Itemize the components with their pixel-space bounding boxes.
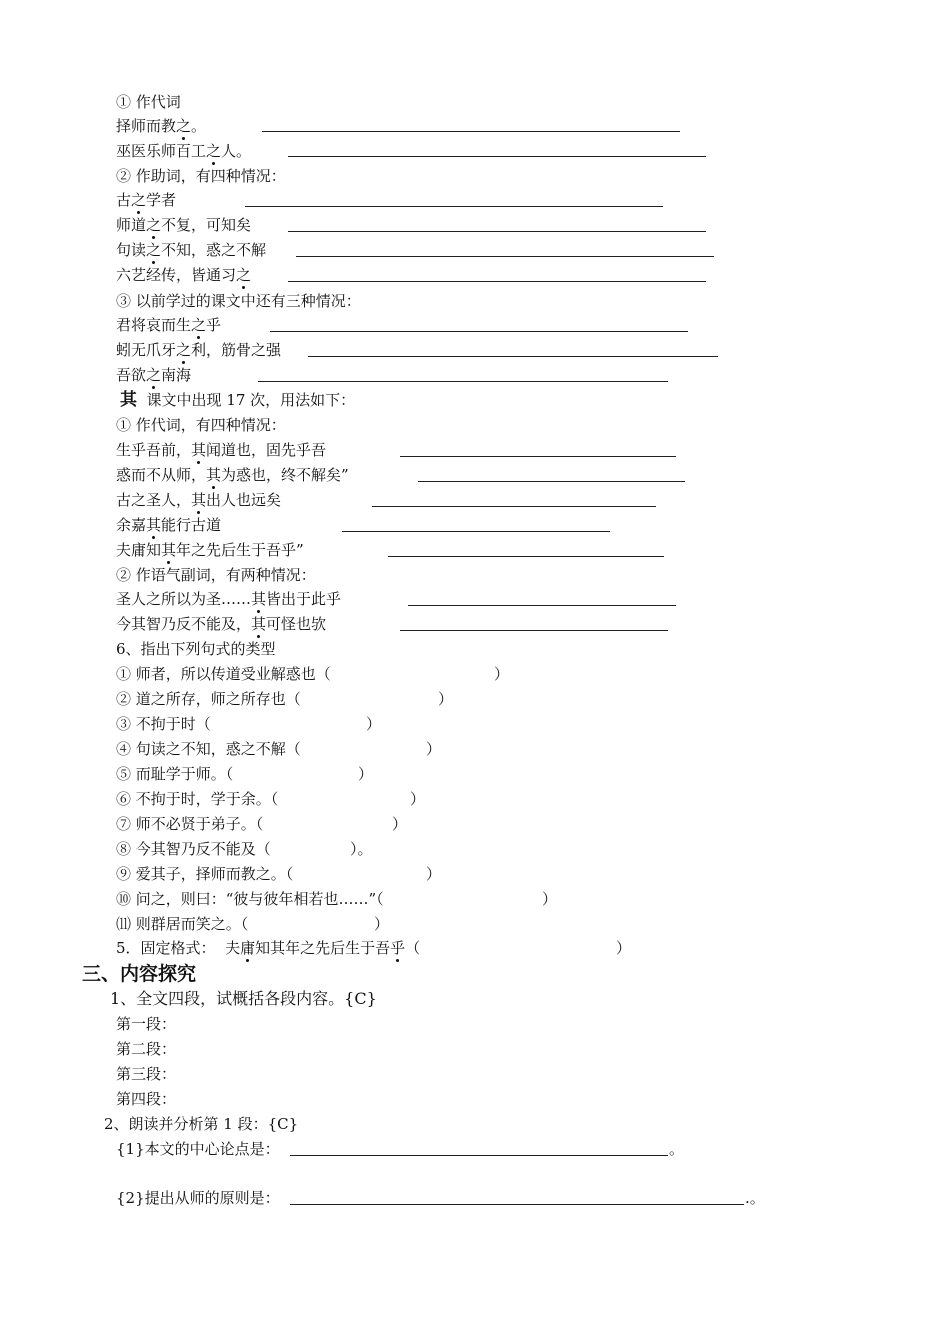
answer-blank[interactable] bbox=[262, 131, 680, 132]
sentence-item: ⑥ 不拘于时，学于余。（ ） bbox=[116, 790, 426, 808]
sentence-item: ⑦ 师不必贤于弟子。（ ） bbox=[116, 815, 408, 833]
answer-blank[interactable] bbox=[342, 531, 610, 532]
answer-blank[interactable] bbox=[288, 281, 706, 282]
paragraph-summary-label: 第二段： bbox=[116, 1040, 177, 1058]
emphasis-char: 其 bbox=[251, 615, 267, 633]
sentence-item: ③ 不拘于时（ ） bbox=[116, 715, 382, 733]
zhi-particle-example-3: 句读之不知，惑之不解 bbox=[116, 241, 267, 259]
qi-modal-example-1: 圣人之所以为圣……其皆出于此乎 bbox=[116, 590, 342, 608]
sentence-end: .。 bbox=[745, 1189, 765, 1207]
qi-pronoun-example-3: 古之圣人，其出人也远矣 bbox=[116, 491, 282, 509]
zhi-particle-example-4: 六艺经传，皆通习之 bbox=[116, 266, 252, 284]
section-title: 三、内容探究 bbox=[82, 963, 197, 985]
answer-blank[interactable] bbox=[290, 1204, 744, 1205]
q6-title: 6、指出下列句式的类型 bbox=[116, 640, 276, 658]
emphasis-char: 其 bbox=[206, 466, 222, 484]
zhi-particle-example-1: 古之学者 bbox=[116, 191, 177, 209]
emphasis-char: 之 bbox=[146, 241, 162, 259]
emphasis-char: 其 bbox=[146, 516, 162, 534]
emphasis-char: 之 bbox=[146, 366, 162, 384]
answer-blank[interactable] bbox=[400, 456, 676, 457]
qi-pronoun-example-5: 夫庸知其年之先后生于吾乎” bbox=[116, 541, 304, 559]
answer-blank[interactable] bbox=[408, 605, 676, 606]
sentence-item: ① 师者，所以传道受业解惑也（ ） bbox=[116, 665, 510, 683]
emphasis-char: 乎 bbox=[390, 939, 406, 957]
emphasis-char: 之 bbox=[176, 341, 192, 359]
zhi-pronoun-example-2: 巫医乐师百工之人。 bbox=[116, 142, 252, 160]
sentence-end: 。 bbox=[669, 1140, 685, 1158]
paragraph-summary-label: 第四段： bbox=[116, 1090, 177, 1108]
answer-blank[interactable] bbox=[296, 256, 714, 257]
answer-blank[interactable] bbox=[270, 331, 688, 332]
answer-blank[interactable] bbox=[308, 356, 718, 357]
zhi-prev-example-1: 君将哀而生之乎 bbox=[116, 316, 222, 334]
qi-intro: 其 课文中出现 17 次，用法如下： bbox=[120, 390, 356, 410]
emphasis-char: 之 bbox=[206, 142, 222, 160]
zhi-prev-example-2: 蚓无爪牙之利，筋骨之强 bbox=[116, 341, 282, 359]
sentence-item: ⑨ 爱其子，择师而教之。（ ） bbox=[116, 865, 442, 883]
qi-pronoun-example-2: 惑而不从师，其为惑也，终不解矣” bbox=[116, 466, 349, 484]
emphasis-char: 其 bbox=[191, 441, 207, 459]
zhi-prev-heading: ③ 以前学过的课文中还有三种情况： bbox=[116, 292, 361, 310]
answer-blank[interactable] bbox=[288, 231, 706, 232]
emphasis-char: 其 bbox=[251, 590, 267, 608]
answer-blank[interactable] bbox=[388, 556, 664, 557]
emphasis-char: 之 bbox=[146, 216, 162, 234]
sentence-item: ⑾ 则群居而笑之。（ ） bbox=[116, 915, 390, 933]
answer-blank[interactable] bbox=[400, 630, 668, 631]
emphasis-char: 其 bbox=[191, 491, 207, 509]
emphasis-char: 其 bbox=[161, 541, 177, 559]
content-question-2: 2、朗读并分析第 1 段：{C} bbox=[104, 1115, 299, 1133]
answer-blank[interactable] bbox=[290, 1155, 668, 1156]
zhi-prev-example-3: 吾欲之南海 bbox=[116, 366, 192, 384]
answer-blank[interactable] bbox=[258, 381, 668, 382]
sentence-item: ④ 句读之不知，惑之不解（ ） bbox=[116, 740, 442, 758]
principle-label: {2}提出从师的原则是： bbox=[116, 1189, 280, 1207]
qi-pronoun-example-4: 余嘉其能行古道 bbox=[116, 516, 222, 534]
content-question-1: 1、全文四段，试概括各段内容。{C} bbox=[110, 989, 377, 1008]
emphasis-char: 之 bbox=[176, 117, 192, 135]
qi-modal-heading: ② 作语气副词，有两种情况： bbox=[116, 566, 316, 584]
paragraph-summary-label: 第三段： bbox=[116, 1065, 177, 1083]
emphasis-char: 之 bbox=[131, 191, 147, 209]
qi-heading-char: 其 bbox=[120, 390, 137, 410]
paragraph-summary-label: 第一段： bbox=[116, 1015, 177, 1033]
answer-blank[interactable] bbox=[372, 506, 656, 507]
emphasis-char: 之 bbox=[191, 316, 207, 334]
emphasis-char: 庸 bbox=[240, 939, 256, 957]
qi-modal-example-2: 今其智乃反不能及，其可怪也欤 bbox=[116, 615, 327, 633]
zhi-pronoun-example-1: 择师而教之。 bbox=[116, 117, 207, 135]
central-argument-label: {1}本文的中心论点是： bbox=[116, 1140, 280, 1158]
sentence-item: ⑧ 今其智乃反不能及（ ）。 bbox=[116, 840, 373, 858]
zhi-pronoun-heading: ① 作代词 bbox=[116, 93, 181, 111]
sentence-item: ② 道之所存，师之所存也（ ） bbox=[116, 690, 454, 708]
sentence-item: ⑤ 而耻学于师。（ ） bbox=[116, 765, 374, 783]
answer-blank[interactable] bbox=[418, 481, 685, 482]
answer-blank[interactable] bbox=[245, 206, 663, 207]
qi-pronoun-example-1: 生乎吾前，其闻道也，固先乎吾 bbox=[116, 441, 327, 459]
emphasis-char: 之 bbox=[236, 266, 252, 284]
fixed-format-item: 5．固定格式： 夫庸知其年之先后生于吾乎（ ） bbox=[116, 939, 632, 957]
qi-pronoun-heading: ① 作代词，有四种情况： bbox=[116, 416, 286, 434]
zhi-particle-heading: ② 作助词，有四种情况： bbox=[116, 167, 286, 185]
zhi-particle-example-2: 师道之不复，可知矣 bbox=[116, 216, 252, 234]
answer-blank[interactable] bbox=[288, 156, 706, 157]
sentence-item: ⑩ 问之，则曰：“彼与彼年相若也……”（ ） bbox=[116, 890, 558, 908]
